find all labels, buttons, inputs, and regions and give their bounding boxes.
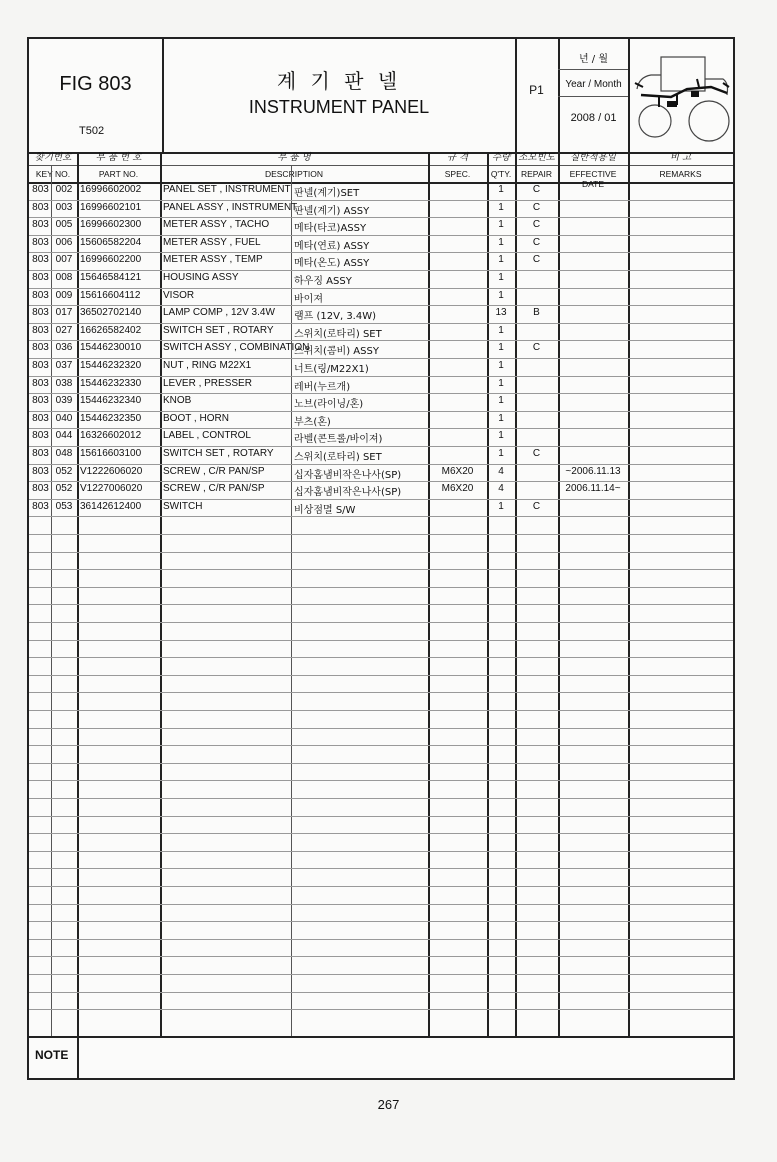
col-qty-kr: 수량 <box>491 152 511 163</box>
key-group: 803 <box>32 465 49 477</box>
col-key-en: KEY NO. <box>35 169 71 179</box>
key-group: 803 <box>32 500 49 512</box>
description-en: SWITCH SET , ROTARY <box>163 448 274 459</box>
quantity: 4 <box>498 465 504 477</box>
col-spec-en: SPEC. <box>444 169 471 179</box>
table-row <box>29 323 733 341</box>
part-number: 15446230010 <box>80 342 142 354</box>
key-group: 803 <box>32 236 49 248</box>
title-korean: 계 기 판 넬 <box>276 69 402 93</box>
quantity: 1 <box>498 236 504 248</box>
quantity: 1 <box>498 412 504 424</box>
description-kr: 너트(링/M22X1) <box>294 364 369 375</box>
description-kr: 메타(연료) ASSY <box>294 240 370 252</box>
part-number: 16996602300 <box>80 219 142 231</box>
description-kr: 스위치(로타리) SET <box>294 452 382 463</box>
quantity: 1 <box>498 289 504 301</box>
col-remarks-en: REMARKS <box>659 169 702 179</box>
quantity: 1 <box>498 395 504 407</box>
description-kr: 램프 (12V, 3.4W) <box>294 311 377 323</box>
key-group: 803 <box>32 219 49 231</box>
description-en: BOOT , HORN <box>163 412 229 424</box>
description-kr: 비상점멸 S/W <box>294 504 356 516</box>
figure-number: FIG 803 <box>59 73 132 95</box>
col-desc-kr: 부 품 명 <box>277 152 311 163</box>
col-part-kr: 부 품 번 호 <box>95 152 142 163</box>
key-group: 803 <box>32 289 49 301</box>
part-number: 16996602200 <box>80 254 142 266</box>
repair-frequency: B <box>533 307 540 319</box>
key-number: 044 <box>55 430 73 442</box>
col-repair-kr: 소모빈도 <box>518 152 555 163</box>
part-number: 15446232340 <box>80 395 142 407</box>
effective-date: ~2006.11.13 <box>565 465 621 477</box>
key-group: 803 <box>32 360 49 371</box>
part-number: V1227006020 <box>80 483 143 495</box>
key-number: 037 <box>55 360 73 371</box>
key-number: 003 <box>55 201 73 213</box>
key-group: 803 <box>32 342 49 354</box>
table-row <box>29 376 733 394</box>
table-row <box>29 428 733 446</box>
description-kr: 하우징 ASSY <box>294 276 352 287</box>
col-desc-en: DESCRIPTION <box>264 169 324 179</box>
key-group: 803 <box>32 184 49 195</box>
key-group: 803 <box>32 412 49 424</box>
description-kr: 스위치(콤비) ASSY <box>294 346 379 358</box>
key-number: 048 <box>55 448 73 459</box>
quantity: 1 <box>498 201 504 213</box>
key-group: 803 <box>32 483 49 495</box>
key-number: 006 <box>55 236 73 248</box>
note-label: NOTE <box>35 1048 69 1062</box>
key-group: 803 <box>32 395 49 407</box>
description-en: METER ASSY , TACHO <box>163 219 270 231</box>
col-qty-en: Q'TY. <box>490 169 512 179</box>
key-number: 040 <box>55 412 73 424</box>
description-en: KNOB <box>163 395 192 407</box>
table-row <box>29 340 733 358</box>
page-number: 267 <box>377 1097 400 1112</box>
key-group: 803 <box>32 272 49 283</box>
key-number: 036 <box>55 342 73 354</box>
description-kr: 레버(누르개) <box>294 381 351 393</box>
key-group: 803 <box>32 324 49 336</box>
effective-date: 2006.11.14~ <box>565 483 621 495</box>
key-number: 008 <box>55 272 73 283</box>
spec: M6X20 <box>441 483 474 495</box>
description-en: SCREW , C/R PAN/SP <box>163 465 265 477</box>
table-row <box>29 182 733 200</box>
description-kr: 노브(라이닝/혼) <box>294 399 364 411</box>
part-number: 36142612400 <box>80 500 142 512</box>
table-row <box>29 411 733 429</box>
part-number: 16996602101 <box>80 201 142 213</box>
quantity: 1 <box>498 360 504 371</box>
table-row <box>29 499 733 517</box>
description-en: PANEL SET , INSTRUMENT <box>163 184 291 195</box>
key-number: 038 <box>55 377 73 389</box>
year-month-label-en: Year / Month <box>565 79 622 90</box>
description-kr: 메타(온도) ASSY <box>294 258 370 270</box>
description-en: LEVER , PRESSER <box>163 377 252 389</box>
part-number: 15616604112 <box>80 289 141 301</box>
repair-frequency: C <box>532 184 541 195</box>
model-code: T502 <box>79 125 105 137</box>
tractor-illustration <box>631 43 733 147</box>
description-kr: 부츠(혼) <box>294 416 331 428</box>
key-number: 009 <box>55 289 73 301</box>
key-group: 803 <box>32 430 49 442</box>
description-kr: 메타(타코)ASSY <box>294 223 367 235</box>
quantity: 1 <box>498 184 504 195</box>
description-en: METER ASSY , FUEL <box>163 236 261 248</box>
table-row <box>29 200 733 218</box>
quantity: 1 <box>498 254 504 266</box>
description-en: PANEL ASSY , INSTRUMENT <box>163 201 298 213</box>
description-kr: 스위치(로타리) SET <box>294 328 382 340</box>
key-group: 803 <box>32 254 49 266</box>
quantity: 1 <box>498 377 504 389</box>
repair-frequency: C <box>532 219 541 231</box>
part-number: 15446232320 <box>80 360 142 371</box>
part-number: 36502702140 <box>80 307 142 319</box>
part-number: 15606582204 <box>80 236 142 248</box>
key-number: 053 <box>55 500 73 512</box>
key-group: 803 <box>32 201 49 213</box>
key-number: 007 <box>55 254 73 266</box>
quantity: 1 <box>498 448 504 459</box>
description-kr: 바이져 <box>294 293 323 305</box>
repair-frequency: C <box>532 448 541 459</box>
part-number: 16326602012 <box>80 430 142 442</box>
quantity: 1 <box>498 272 504 283</box>
quantity: 1 <box>498 430 504 442</box>
description-kr: 십자홈냄비작은나사(SP) <box>294 487 402 499</box>
table-row <box>29 464 733 482</box>
description-en: NUT , RING M22X1 <box>163 360 252 371</box>
repair-frequency: C <box>532 342 541 354</box>
table-row <box>29 270 733 288</box>
key-group: 803 <box>32 307 49 319</box>
part-number: 15616603100 <box>80 448 142 459</box>
page-code: P1 <box>529 83 544 97</box>
part-number: 15646584121 <box>80 272 142 283</box>
key-number: 052 <box>55 465 73 477</box>
year-month-value: 2008 / 01 <box>570 112 617 124</box>
col-remarks-kr: 비 고 <box>669 152 692 163</box>
quantity: 1 <box>498 219 504 231</box>
quantity: 1 <box>498 342 504 354</box>
key-number: 052 <box>55 483 73 495</box>
description-en: METER ASSY , TEMP <box>163 254 263 266</box>
quantity: 4 <box>498 483 504 495</box>
description-kr: 판넬(계기)SET <box>294 188 360 199</box>
table-row <box>29 217 733 235</box>
col-repair-en: REPAIR <box>520 169 553 179</box>
description-kr: 십자홈냄비작은나사(SP) <box>294 469 402 481</box>
key-group: 803 <box>32 377 49 389</box>
part-number: V1222606020 <box>80 465 143 477</box>
col-part-en: PART NO. <box>98 169 139 179</box>
quantity: 1 <box>498 324 504 336</box>
table-row <box>29 481 733 499</box>
parts-list-page <box>27 37 735 1080</box>
key-number: 027 <box>55 324 73 336</box>
table-row <box>29 358 733 376</box>
key-number: 039 <box>55 395 73 407</box>
quantity: 13 <box>495 307 507 319</box>
table-row <box>29 305 733 323</box>
repair-frequency: C <box>532 500 541 512</box>
key-group: 803 <box>32 448 49 459</box>
description-en: SWITCH ASSY , COMBINATION <box>163 342 310 354</box>
table-row <box>29 235 733 253</box>
table-row <box>29 393 733 411</box>
col-date-en: EFFECTIVE DATE <box>569 169 617 189</box>
repair-frequency: C <box>532 236 541 248</box>
repair-frequency: C <box>532 201 541 213</box>
col-key-kr: 찾기번호 <box>34 152 72 163</box>
table-row <box>29 288 733 306</box>
description-en: SWITCH SET , ROTARY <box>163 324 274 336</box>
table-row <box>29 446 733 464</box>
key-number: 017 <box>55 307 73 319</box>
description-en: LABEL , CONTROL <box>163 430 251 442</box>
description-en: SCREW , C/R PAN/SP <box>163 483 265 495</box>
description-en: HOUSING ASSY <box>163 272 239 283</box>
description-kr: 판넬(계기) ASSY <box>294 205 370 217</box>
description-en: SWITCH <box>163 500 203 512</box>
part-number: 16626582402 <box>80 324 142 336</box>
part-number: 15446232350 <box>80 412 142 424</box>
key-number: 002 <box>55 184 73 195</box>
repair-frequency: C <box>532 254 541 266</box>
col-spec-kr: 규 격 <box>446 152 469 163</box>
part-number: 16996602002 <box>80 184 142 195</box>
quantity: 1 <box>498 500 504 512</box>
year-month-label-kr: 년 / 월 <box>578 54 609 65</box>
spec: M6X20 <box>441 465 474 477</box>
description-kr: 라벨(콘트롤/바이져) <box>294 434 383 446</box>
description-en: VISOR <box>163 289 195 301</box>
col-date-kr: 실반적용일 <box>570 152 616 163</box>
description-en: LAMP COMP , 12V 3.4W <box>163 307 275 319</box>
title-english: INSTRUMENT PANEL <box>248 97 430 117</box>
part-number: 15446232330 <box>80 377 142 389</box>
table-row <box>29 252 733 270</box>
key-number: 005 <box>55 219 73 231</box>
